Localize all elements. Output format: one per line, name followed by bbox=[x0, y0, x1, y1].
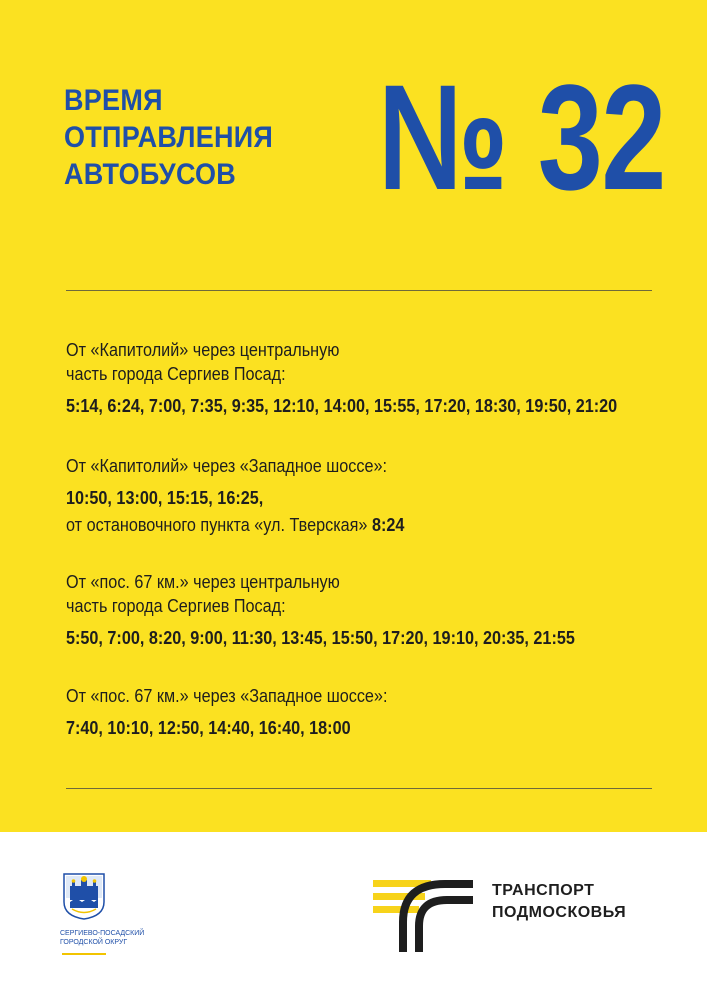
departure-times: 5:14, 6:24, 7:00, 7:35, 9:35, 12:10, 14:00, 15:55, 17:20, 18:30, 19:50, 21:20 bbox=[66, 396, 618, 416]
title-line-1: ВРЕМЯ bbox=[64, 84, 163, 117]
sergiev-posad-crest-icon bbox=[62, 872, 106, 920]
schedule-block-2 bbox=[66, 454, 442, 537]
brand-name-line-2: ПОДМОСКОВЬЯ bbox=[492, 904, 627, 921]
extra-stop-label: от остановочного пункта «ул. Тверская» bbox=[66, 515, 368, 535]
extra-stop-line bbox=[66, 513, 404, 537]
divider-top bbox=[66, 290, 652, 291]
brand-name-line-1: ТРАНСПОРТ bbox=[492, 882, 595, 899]
schedule-block-4 bbox=[66, 684, 423, 739]
page-title bbox=[64, 82, 273, 193]
direction-line: От «пос. 67 км.» через «Западное шоссе»: bbox=[66, 686, 388, 706]
direction-line: От «пос. 67 км.» через центральную bbox=[66, 572, 340, 592]
departure-times: 7:40, 10:10, 12:50, 14:40, 16:40, 18:00 bbox=[66, 718, 351, 738]
footer bbox=[0, 832, 707, 1000]
schedule-block-1 bbox=[66, 338, 678, 417]
direction-line: часть города Сергиев Посад: bbox=[66, 364, 286, 384]
extra-stop-time: 8:24 bbox=[371, 515, 405, 535]
transport-podmoskovya-logo-icon bbox=[373, 880, 475, 952]
departure-times: 10:50, 13:00, 15:15, 16:25, bbox=[66, 488, 264, 508]
divider-bottom bbox=[66, 788, 652, 789]
title-line-3: АВТОБУСОВ bbox=[64, 158, 237, 191]
title-line-2: ОТПРАВЛЕНИЯ bbox=[64, 121, 274, 154]
municipality-underline bbox=[62, 953, 106, 955]
direction-line: От «Капитолий» через центральную bbox=[66, 340, 340, 360]
departure-times: 5:50, 7:00, 8:20, 9:00, 11:30, 13:45, 15:50, 17:20, 19:10, 20:35, 21:55 bbox=[66, 628, 575, 648]
municipality-name bbox=[60, 929, 144, 947]
direction-line: От «Капитолий» через «Западное шоссе»: bbox=[66, 456, 388, 476]
route-number: № 32 bbox=[378, 53, 665, 221]
municipality-name-line-1: СЕРГИЕВО-ПОСАДСКИЙ bbox=[60, 930, 145, 937]
municipality-name-line-2: ГОРОДСКОЙ ОКРУГ bbox=[60, 939, 128, 946]
brand-name bbox=[492, 880, 626, 924]
schedule-block-3 bbox=[66, 570, 631, 649]
direction-line: часть города Сергиев Посад: bbox=[66, 596, 286, 616]
